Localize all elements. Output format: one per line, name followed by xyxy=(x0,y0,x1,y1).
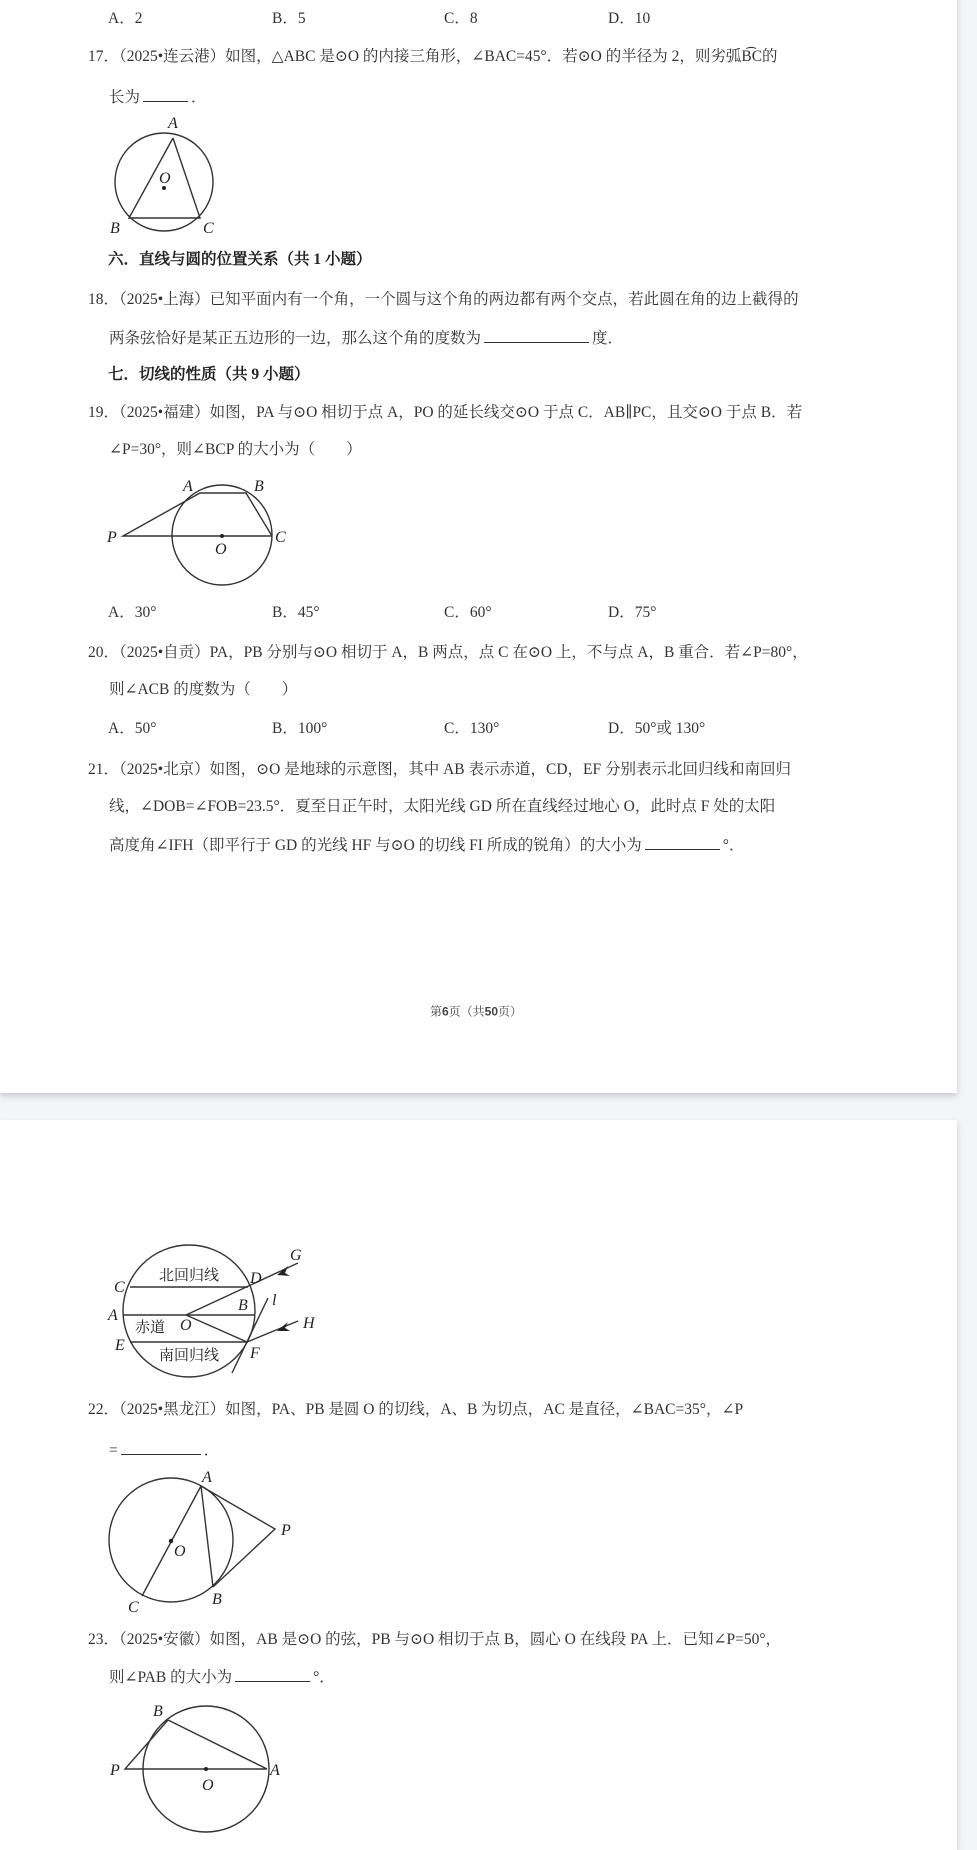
q22-text: 22．（2025•黑龙江）如图，PA、PB 是圆 O 的切线，A、B 为切点，AC 是直径，∠BAC=35°，∠P xyxy=(88,1401,744,1418)
label-p: P xyxy=(281,1522,291,1539)
label-f: F xyxy=(250,1345,260,1362)
q17-text: 17．（2025•连云港）如图，△ABC 是⊙O 的内接三角形，∠BAC=45°．若⊙O 的半径为 2，则劣弧B͡C的 xyxy=(88,48,778,65)
label-o: O xyxy=(159,170,171,187)
q20-text: 20．（2025•自贡）PA，PB 分别与⊙O 相切于 A，B 两点，点 C 在⊙O 上，不与点 A，B 重合．若∠P=80°， xyxy=(88,644,808,661)
label-b: B xyxy=(153,1703,163,1720)
label-b: B xyxy=(254,478,264,495)
q16-option-b: B．5 xyxy=(272,10,306,27)
q16-option-d: D．10 xyxy=(608,10,651,27)
current-page: 6 xyxy=(441,1004,449,1019)
q20-option-c: C．130° xyxy=(444,720,500,737)
q19-option-b: B．45° xyxy=(272,604,320,621)
label-a: A xyxy=(270,1762,280,1779)
q23-prefix: 则∠PAB 的大小为 xyxy=(109,1669,233,1686)
label-h: H xyxy=(303,1315,315,1332)
label-o: O xyxy=(180,1317,192,1334)
label-o: O xyxy=(215,541,227,558)
label-l: l xyxy=(272,1292,277,1309)
q21-suffix: °． xyxy=(722,837,745,854)
q16-option-a: A．2 xyxy=(108,10,143,27)
label-d: D xyxy=(250,1270,262,1287)
page-footer: 第6页（共50页） xyxy=(429,1004,523,1019)
q21-prefix: 高度角∠IFH（即平行于 GD 的光线 HF 与⊙O 的切线 FI 所成的锐角）的大小为 xyxy=(109,837,642,854)
label-g: G xyxy=(290,1247,302,1264)
label-e: E xyxy=(115,1337,125,1354)
label-a: A xyxy=(108,1307,118,1324)
section-heading-6: 六．直线与圆的位置关系（共 1 小题） xyxy=(108,251,372,268)
q23-text: 23．（2025•安徽）如图，AB 是⊙O 的弦，PB 与⊙O 相切于点 B，圆心 O 在线段 PA 上．已知∠P=50°， xyxy=(88,1631,782,1648)
label-c: C xyxy=(203,220,214,237)
label-p: P xyxy=(110,1762,120,1779)
q19-text-line2: ∠P=30°，则∠BCP 的大小为（ ） xyxy=(109,441,362,458)
q19-option-a: A．30° xyxy=(108,604,157,621)
q18-suffix: 度． xyxy=(592,330,624,347)
q19-text: 19．（2025•福建）如图，PA 与⊙O 相切于点 A，PO 的延长线交⊙O 于点 C．AB∥PC，且交⊙O 于点 B．若 xyxy=(88,404,803,421)
label-b: B xyxy=(212,1591,222,1608)
q18-text: 18．（2025•上海）已知平面内有一个角，一个圆与这个角的两边都有两个交点，若此圆在角的边上截得的 xyxy=(88,291,799,308)
q17-prefix: 长为 xyxy=(109,89,141,106)
label-o: O xyxy=(202,1777,214,1794)
q18-prefix: 两条弦恰好是某正五边形的一边，那么这个角的度数为 xyxy=(109,330,482,347)
q16-option-c: C．8 xyxy=(444,10,478,27)
total-pages: 50 xyxy=(484,1004,499,1019)
q20-option-b: B．100° xyxy=(272,720,328,737)
q21-text: 21．（2025•北京）如图，⊙O 是地球的示意图，其中 AB 表示赤道，CD，EF 分别表示北回归线和南回归 xyxy=(88,761,792,778)
q19-option-d: D．75° xyxy=(608,604,657,621)
label-b: B xyxy=(238,1297,248,1314)
q20-text-line2: 则∠ACB 的度数为（ ） xyxy=(109,681,298,698)
label-tropic-of-cancer: 北回归线 xyxy=(159,1268,220,1284)
q23-suffix: °． xyxy=(313,1669,335,1686)
q22-prefix: = xyxy=(109,1442,118,1459)
label-c: C xyxy=(275,529,286,546)
label-a: A xyxy=(202,1469,212,1486)
label-equator: 赤道 xyxy=(135,1320,166,1336)
label-c: C xyxy=(128,1599,139,1616)
q21-text-line2: 线，∠DOB=∠FOB=23.5°．夏至日正午时，太阳光线 GD 所在直线经过地心 O，此时点 F 处的太阳 xyxy=(109,798,776,815)
label-tropic-of-capricorn: 南回归线 xyxy=(159,1348,220,1364)
label-o: O xyxy=(174,1543,186,1560)
q20-option-a: A．50° xyxy=(108,720,157,737)
label-b: B xyxy=(110,220,120,237)
q17-suffix: ． xyxy=(191,89,207,106)
q19-option-c: C．60° xyxy=(444,604,492,621)
q20-option-d: D．50°或 130° xyxy=(608,720,706,737)
label-c: C xyxy=(114,1279,125,1296)
label-a: A xyxy=(183,478,193,495)
label-a: A xyxy=(168,115,178,132)
q22-suffix: ． xyxy=(203,1442,220,1459)
label-p: P xyxy=(107,529,117,546)
section-heading-7: 七．切线的性质（共 9 小题） xyxy=(108,366,310,383)
